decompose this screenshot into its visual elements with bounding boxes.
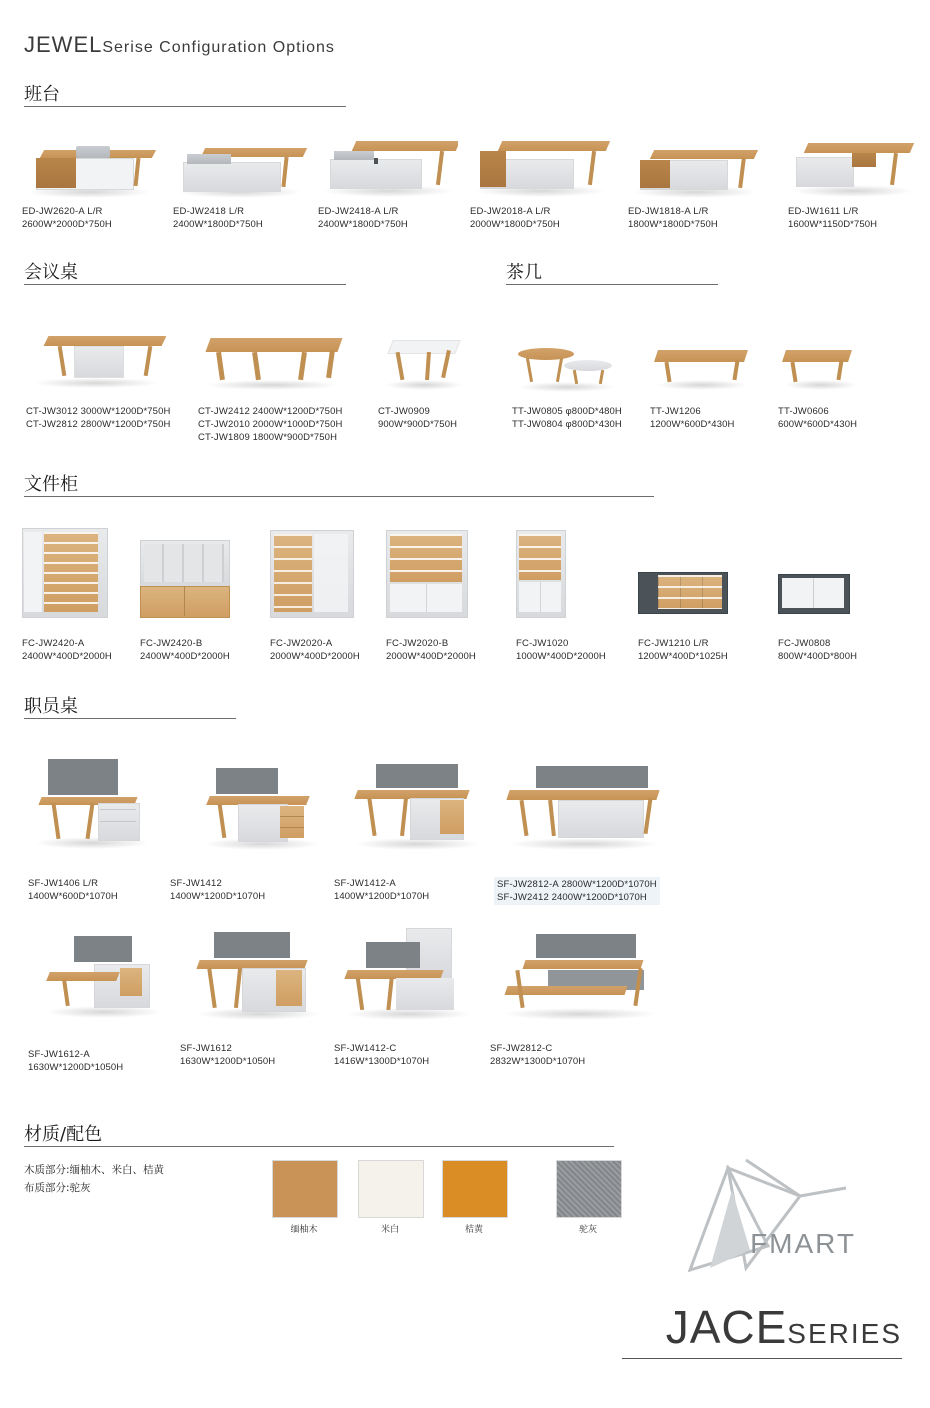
section-title-staff: 职员桌	[24, 696, 78, 717]
product-image-executive-6	[788, 125, 918, 197]
product-caption-teatable-1: TT-JW0805 φ800D*480H TT-JW0804 φ800D*430H	[512, 406, 622, 430]
swatch-label-wood: 缅柚木	[290, 1224, 318, 1234]
product-caption-executive-2: ED-JW2418 L/R 2400W*1800D*750H	[173, 206, 263, 230]
series-word: SERIES	[787, 1318, 902, 1349]
product-caption-teatable-3: TT-JW0606 600W*600D*430H	[778, 406, 858, 430]
product-image-teatable-2	[650, 334, 754, 390]
product-image-staff-6	[190, 926, 330, 1022]
swatch-wood	[272, 1160, 338, 1218]
product-image-meeting-2	[198, 318, 346, 392]
product-caption-executive-3: ED-JW2418-A L/R 2400W*1800D*750H	[318, 206, 408, 230]
swatch-label-white: 米白	[380, 1224, 399, 1234]
product-caption-meeting-2: CT-JW2412 2400W*1200D*750H CT-JW2010 2000W*1000D*750H CT-JW1809 1800W*900D*750H	[198, 406, 343, 443]
product-image-staff-2	[198, 762, 328, 852]
page-title	[24, 32, 335, 58]
swatch-label-fabric: 驼灰	[578, 1224, 597, 1234]
product-caption-executive-6: ED-JW1611 L/R 1600W*1150D*750H	[788, 206, 878, 230]
section-rule-staff	[24, 718, 236, 719]
product-image-teatable-3	[778, 334, 864, 390]
section-rule-material	[24, 1146, 614, 1147]
product-image-cabinet-4	[386, 530, 470, 620]
product-image-cabinet-7	[778, 574, 852, 616]
product-image-staff-3	[348, 758, 488, 852]
section-rule-executive	[24, 106, 346, 107]
product-caption-staff-8: SF-JW2812-C 2832W*1300D*1070H	[490, 1043, 586, 1067]
product-caption-cabinet-2: FC-JW2420-B 2400W*400D*2000H	[140, 638, 230, 662]
section-rule-teatable	[506, 284, 718, 285]
product-image-staff-5	[40, 930, 170, 1020]
product-image-meeting-1	[26, 320, 166, 390]
material-wood-text: 木质部分:缅柚木、米白、桔黄	[24, 1164, 165, 1176]
product-caption-cabinet-1: FC-JW2420-A 2400W*400D*2000H	[22, 638, 112, 662]
product-caption-cabinet-6: FC-JW1210 L/R 1200W*400D*1025H	[638, 638, 728, 662]
product-image-executive-3	[318, 125, 458, 197]
product-image-meeting-3	[378, 318, 470, 392]
product-image-executive-2	[173, 128, 307, 198]
section-title-teatable: 茶几	[506, 262, 542, 283]
product-caption-cabinet-7: FC-JW0808 800W*400D*800H	[778, 638, 858, 662]
product-caption-executive-4: ED-JW2018-A L/R 2000W*1800D*750H	[470, 206, 560, 230]
brand-name: JEWEL	[24, 32, 103, 57]
product-image-executive-5	[628, 128, 762, 198]
product-caption-staff-2: SF-JW1412 1400W*1200D*1070H	[170, 878, 266, 902]
jace-series-title	[666, 1300, 902, 1354]
product-caption-staff-7: SF-JW1412-C 1416W*1300D*1070H	[334, 1043, 430, 1067]
product-caption-meeting-3: CT-JW0909 900W*900D*750H	[378, 406, 458, 430]
section-title-meeting: 会议桌	[24, 262, 78, 283]
product-caption-staff-5: SF-JW1612-A 1630W*1200D*1050H	[28, 1049, 124, 1073]
page-subtitle: Serise Configuration Options	[102, 39, 335, 56]
swatch-orange	[442, 1160, 508, 1218]
product-caption-meeting-1: CT-JW3012 3000W*1200D*750H CT-JW2812 2800W*1200D*750H	[26, 406, 171, 430]
product-caption-teatable-2: TT-JW1206 1200W*600D*430H	[650, 406, 735, 430]
footer-rule	[622, 1358, 902, 1359]
product-caption-staff-4: SF-JW2812-A 2800W*1200D*1070H SF-JW2412 2400W*1200D*1070H	[494, 877, 660, 905]
fmart-wordmark: FMART	[750, 1228, 856, 1259]
section-rule-meeting	[24, 284, 346, 285]
product-image-cabinet-6	[638, 572, 730, 616]
jace-word: JACE	[665, 1301, 788, 1353]
product-image-staff-1	[28, 755, 158, 851]
product-image-cabinet-1	[22, 528, 110, 620]
product-caption-staff-6: SF-JW1612 1630W*1200D*1050H	[180, 1043, 276, 1067]
section-title-cabinet: 文件柜	[24, 474, 78, 495]
section-rule-cabinet	[24, 496, 654, 497]
material-fabric-text: 布质部分:驼灰	[24, 1182, 91, 1194]
product-image-executive-4	[470, 125, 610, 197]
product-image-teatable-1	[512, 330, 622, 392]
product-caption-staff-1: SF-JW1406 L/R 1400W*600D*1070H	[28, 878, 118, 902]
product-caption-executive-5: ED-JW1818-A L/R 1800W*1800D*750H	[628, 206, 718, 230]
product-image-staff-8	[496, 924, 666, 1022]
product-image-executive-1	[22, 128, 156, 198]
fmart-logo-icon	[650, 1150, 860, 1280]
product-image-cabinet-3	[270, 530, 356, 620]
product-image-cabinet-5	[516, 530, 568, 620]
product-caption-executive-1: ED-JW2620-A L/R 2600W*2000D*750H	[22, 206, 112, 230]
product-image-cabinet-2	[140, 540, 232, 620]
swatch-fabric	[556, 1160, 622, 1218]
product-caption-cabinet-3: FC-JW2020-A 2000W*400D*2000H	[270, 638, 360, 662]
product-image-staff-7	[340, 924, 480, 1022]
product-image-staff-4	[500, 760, 670, 852]
section-title-material: 材质/配色	[24, 1124, 103, 1145]
product-caption-cabinet-4: FC-JW2020-B 2000W*400D*2000H	[386, 638, 476, 662]
swatch-white	[358, 1160, 424, 1218]
swatch-label-orange: 桔黄	[464, 1224, 483, 1234]
section-title-executive: 班台	[24, 84, 60, 105]
product-caption-cabinet-5: FC-JW1020 1000W*400D*2000H	[516, 638, 606, 662]
product-caption-staff-3: SF-JW1412-A 1400W*1200D*1070H	[334, 878, 430, 902]
